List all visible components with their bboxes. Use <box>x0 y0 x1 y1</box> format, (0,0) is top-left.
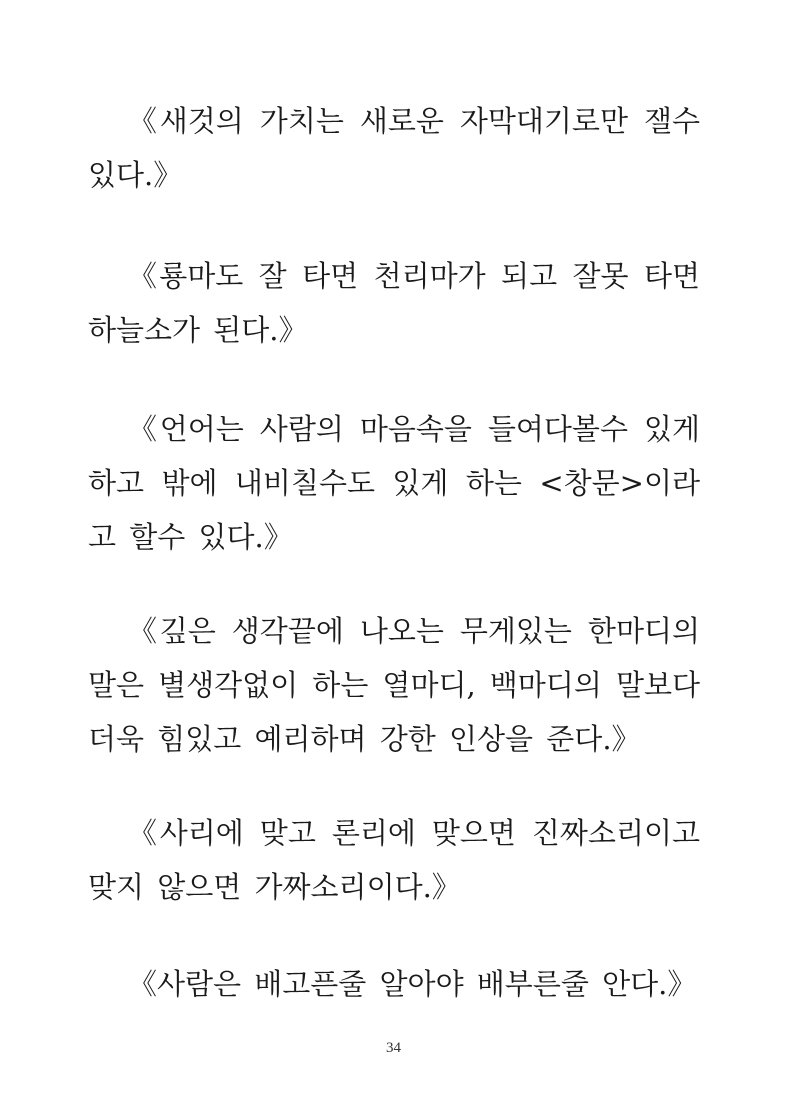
quote-paragraph-2: 《룡마도 잘 타면 천리마가 되고 잘못 타면 하늘소가 된다.》 <box>88 259 700 347</box>
quote-paragraph-1: 《새것의 가치는 새로운 자막대기로만 잴수 있다.》 <box>88 104 700 192</box>
quote-paragraph-5: 《사리에 맞고 론리에 맞으면 진짜소리이고 맞지 않으면 가짜소리이다.》 <box>88 816 700 904</box>
quote-paragraph-3: 《언어는 사람의 마음속을 들여다볼수 있게 하고 밖에 내비칠수도 있게 하는 <창문>이라고 할수 있다.》 <box>88 412 700 554</box>
quote-paragraph-6: 《사람은 배고픈줄 알아야 배부른줄 안다.》 <box>128 967 697 1001</box>
quote-paragraph-4: 《깊은 생각끝에 나오는 무게있는 한마디의 말은 별생각없이 하는 열마디, 백마디의 말보다 더욱 힘있고 예리하며 강한 인상을 준다.》 <box>88 614 700 756</box>
page-number: 34 <box>386 1040 401 1056</box>
